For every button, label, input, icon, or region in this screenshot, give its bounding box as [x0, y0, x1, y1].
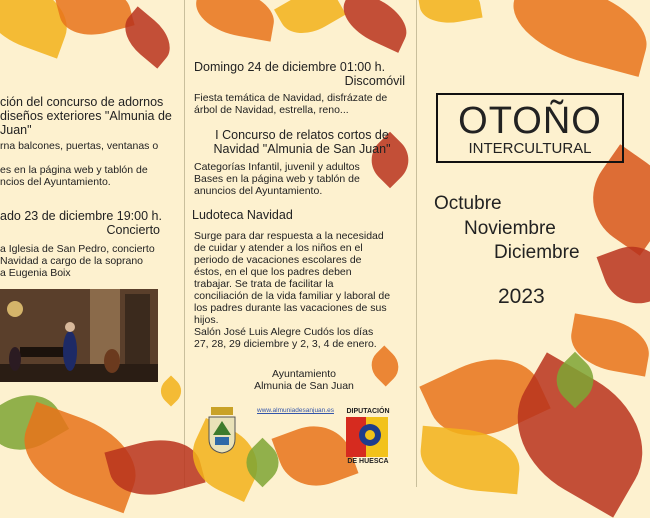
contest-heading: ción del concurso de adornos diseños exteriores "Almunia de Juan" — [0, 95, 172, 137]
cover-subtitle: INTERCULTURAL — [468, 140, 592, 157]
organizer-line-1: Ayuntamiento — [271, 368, 336, 380]
month-november: Noviembre — [464, 218, 556, 239]
concert-date: ado 23 de diciembre 19:00 h. — [0, 209, 162, 223]
autumn-leaf-icon — [55, 0, 134, 43]
disco-title: Discomóvil — [344, 74, 405, 88]
fold-line-right — [416, 0, 417, 487]
autumn-leaf-icon — [192, 0, 279, 42]
cover-year: 2023 — [498, 285, 545, 308]
autumn-leaf-icon — [597, 237, 650, 314]
concert-title: Concierto — [106, 223, 160, 237]
contest-text: rna balcones, puertas, ventanas o es en la página web y tablón de ncios del Ayuntamiento. — [0, 140, 159, 188]
cover-title: OTOÑO — [458, 100, 602, 142]
organizer-line-2: Almunia de San Juan — [254, 380, 354, 392]
ludoteca-heading: Ludoteca Navidad — [192, 208, 293, 222]
ludoteca-text: Surge para dar respuesta a la necesidad de cuidar y atender a los niños en el periodo de vacaciones escolares de éstos, en el que los padres deben trabajar. Se trata de facilitar la conciliación de la vida familiar y laboral de los padres durante las vacaciones de sus hijos. Salón José Luis Alegre Cudós los días 27, 28, 29 diciembre y 2, 3, 4 de enero. — [194, 230, 391, 350]
diputacion-label-bottom: DE HUESCA — [347, 458, 389, 465]
disco-date: Domingo 24 de diciembre 01:00 h. — [194, 60, 386, 74]
story-contest-text: Categorías Infantil, juvenil y adultos Bases en la página web y tablón de anuncios del Ayuntamiento. — [194, 161, 360, 197]
autumn-leaf-icon — [335, 0, 415, 53]
concert-photo — [0, 289, 158, 382]
autumn-leaf-icon — [503, 0, 650, 77]
diputacion-huesca-logo — [346, 417, 388, 457]
autumn-leaf-icon — [418, 426, 523, 494]
autumn-leaf-icon — [417, 0, 482, 28]
concert-text: a Iglesia de San Pedro, concierto Navidad a cargo de la soprano a Eugenia Boix — [0, 243, 155, 279]
town-crest-logo — [205, 405, 239, 455]
cover-title-box — [436, 93, 624, 163]
website-link[interactable]: www.almuniadesanjuan.es — [257, 407, 334, 414]
autumn-leaf-icon — [274, 0, 346, 44]
month-october: Octubre — [434, 193, 502, 214]
disco-text: Fiesta temática de Navidad, disfrázate de árbol de Navidad, estrella, reno... — [194, 92, 388, 116]
story-contest-heading: I Concurso de relatos cortos de Navidad "Almunia de San Juan" — [213, 128, 391, 156]
month-december: Diciembre — [494, 242, 580, 263]
fold-line-left — [184, 0, 185, 487]
diputacion-label-top: DIPUTACIÓN — [346, 408, 390, 415]
autumn-leaf-icon — [155, 375, 186, 406]
